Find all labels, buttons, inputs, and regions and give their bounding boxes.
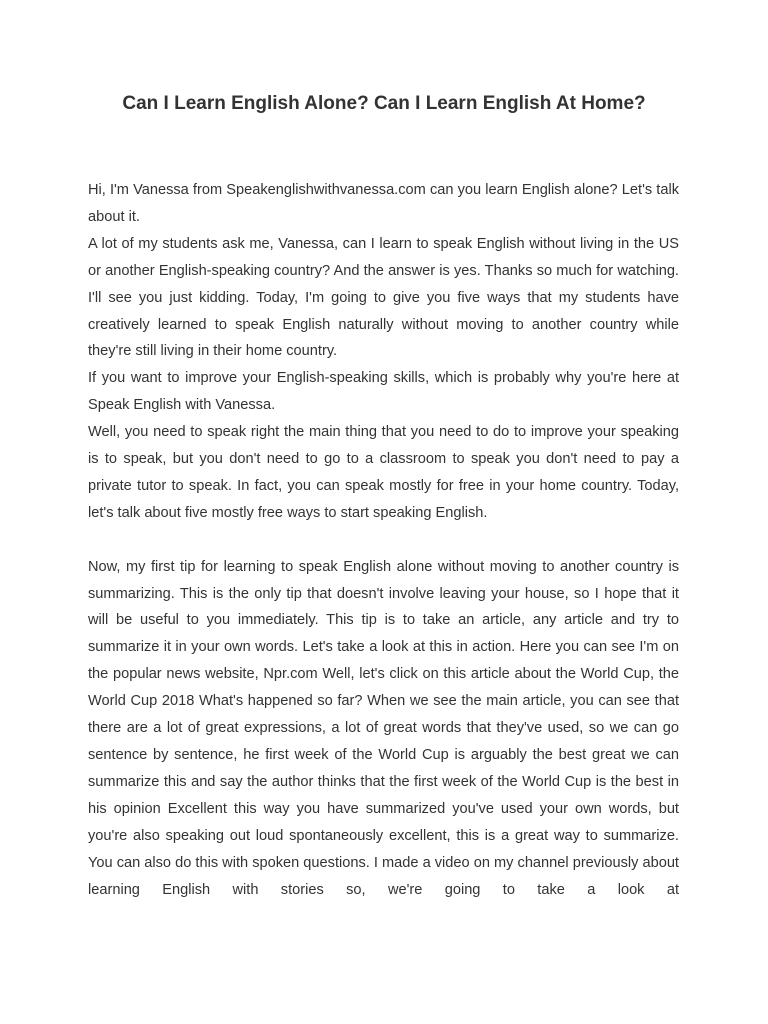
paragraph-first-tip: Now, my first tip for learning to speak English alone without moving to another country is summarizing. This is the only tip that doesn't involve leaving your house, so I hope that it will be useful to you immediately. This tip is to take an article, any article and try to summarize it in your own words. Let's take a look at this in action. Here you can see I'm on the popular news website, Npr.com Well, let's click on this article about the World Cup, the World Cup 2018 What's happened so far? When we see the main article, you can see that there are a lot of great expressions, a lot of great words that they've used, so we can go sentence by sentence, he first week of the World Cup is arguably the best great we can summarize this and say the author thinks that the first week of the World Cup is the best in his opinion Excellent this way you have summarized you've used your own words, but you're also speaking out loud spontaneously excellent, this is a great way to summarize. You can also do this with spoken questions. I made a video on my channel previously about learning English with stories so, we're going to take a look at	[88, 558, 679, 898]
document-title: Can I Learn English Alone? Can I Learn English At Home?	[122, 93, 646, 114]
paragraph-intro: Hi, I'm Vanessa from Speakenglishwithvanessa.com can you learn English alone? Let's talk about it.	[88, 182, 679, 225]
paragraph-improve-skills: If you want to improve your English-speaking skills, which is probably why you're here at Speak English with Vanessa.	[88, 370, 679, 414]
document-body	[88, 177, 679, 903]
paragraph-students-question: A lot of my students ask me, Vanessa, can I learn to speak English without living in the US or another English-speaking country? And the answer is yes. Thanks so much for watching. I'll see you just kidding. Today, I'm going to give you five ways that my students have creatively learned to speak English naturally without moving to another country while they're still living in their home country.	[88, 235, 679, 360]
paragraph-speak-to-improve: Well, you need to speak right the main thing that you need to do to improve your speaking is to speak, but you don't need to go to a classroom to speak you don't need to pay a private tutor to speak. In fact, you can speak mostly for free in your home country. Today, let's talk about five mostly free ways to start speaking English.	[88, 424, 679, 521]
